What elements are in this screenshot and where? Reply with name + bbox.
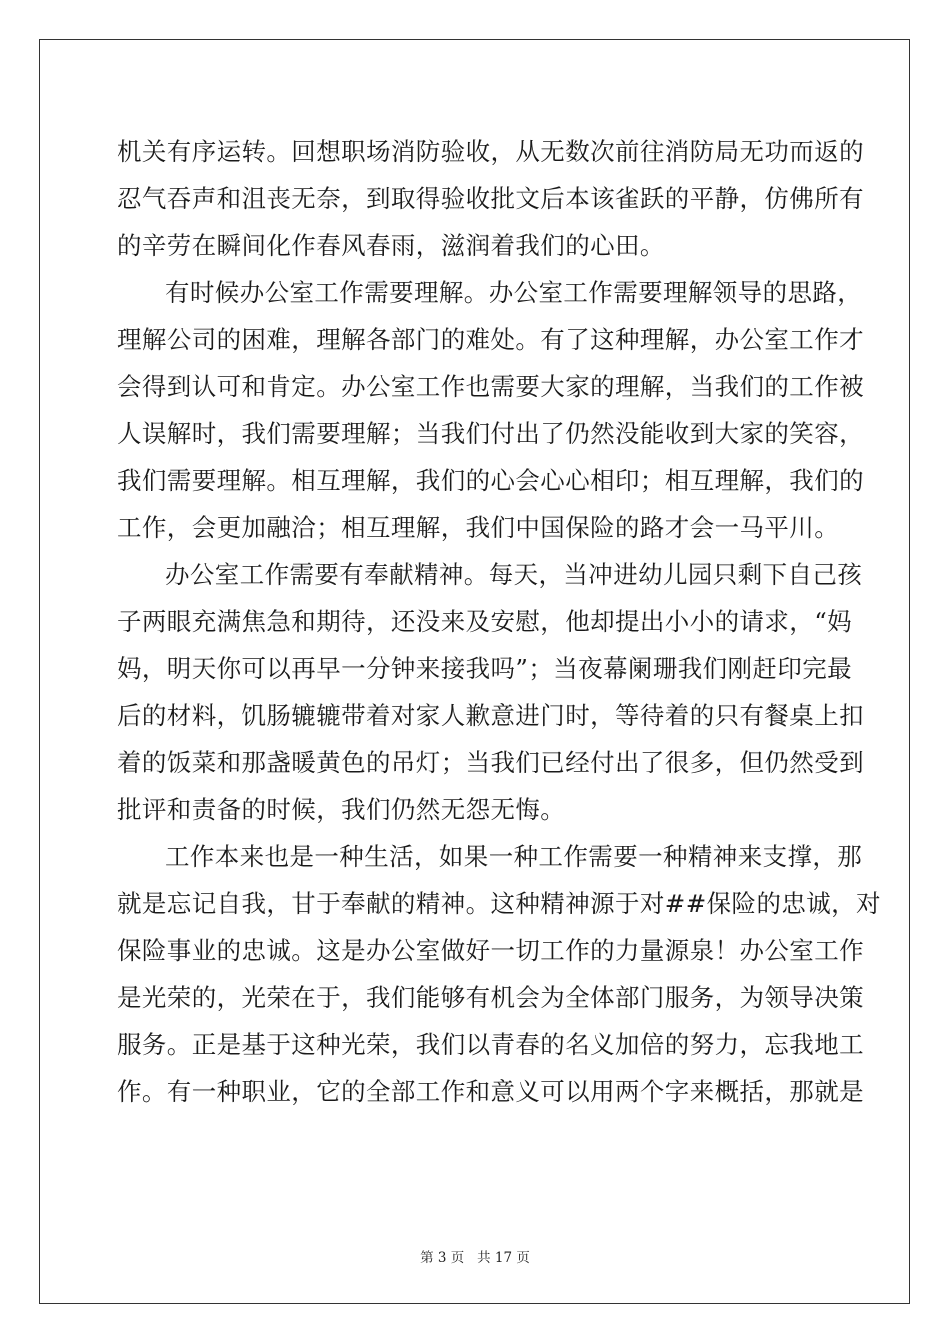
text-line: 工作，会更加融洽；相互理解，我们中国保险的路才会一马平川。 — [117, 513, 840, 542]
text-line: 忍气吞声和沮丧无奈，到取得验收批文后本该雀跃的平静，仿佛所有 — [117, 184, 864, 213]
text-line: 批评和责备的时候，我们仍然无怨无悔。 — [117, 795, 566, 824]
page-number: 第 3 页 — [420, 1250, 465, 1266]
text-line: 我们需要理解。相互理解，我们的心会心心相印；相互理解，我们的 — [117, 466, 864, 495]
text-line: 作。有一种职业，它的全部工作和意义可以用两个字来概括，那就是 — [117, 1077, 864, 1106]
text-line: 人误解时，我们需要理解；当我们付出了仍然没能收到大家的笑容， — [117, 419, 864, 448]
paragraph-first-line: 有时候办公室工作需要理解。办公室工作需要理解领导的思路， — [165, 278, 863, 307]
text-line: 保险事业的忠诚。这是办公室做好一切工作的力量源泉！办公室工作 — [117, 936, 864, 965]
text-line: 机关有序运转。回想职场消防验收，从无数次前往消防局无功而返的 — [117, 137, 864, 166]
paragraph-first-line: 办公室工作需要有奉献精神。每天，当冲进幼儿园只剩下自己孩 — [165, 560, 863, 589]
text-line: 着的饭菜和那盏暖黄色的吊灯；当我们已经付出了很多，但仍然受到 — [117, 748, 864, 777]
text-line: 会得到认可和肯定。办公室工作也需要大家的理解，当我们的工作被 — [117, 372, 864, 401]
text-line: 的辛劳在瞬间化作春风春雨，滋润着我们的心田。 — [117, 231, 665, 260]
page-footer — [0, 1246, 950, 1266]
text-line: 是光荣的，光荣在于，我们能够有机会为全体部门服务，为领导决策 — [117, 983, 864, 1012]
text-line: 后的材料，饥肠辘辘带着对家人歉意进门时，等待着的只有餐桌上扣 — [117, 701, 864, 730]
text-line: 妈，明天你可以再早一分钟来接我吗”；当夜幕阑珊我们刚赶印完最 — [117, 654, 853, 683]
text-line: 理解公司的困难，理解各部门的难处。有了这种理解，办公室工作才 — [117, 325, 864, 354]
document-body — [117, 128, 881, 1115]
text-line: 服务。正是基于这种光荣，我们以青春的名义加倍的努力，忘我地工 — [117, 1030, 864, 1059]
text-line: 就是忘记自我，甘于奉献的精神。这种精神源于对##保险的忠诚，对 — [117, 889, 881, 918]
page-total: 共 17 页 — [477, 1250, 530, 1266]
paragraph-first-line: 工作本来也是一种生活，如果一种工作需要一种精神来支撑，那 — [165, 842, 863, 871]
text-line: 子两眼充满焦急和期待，还没来及安慰，他却提出小小的请求，“妈 — [117, 607, 853, 636]
